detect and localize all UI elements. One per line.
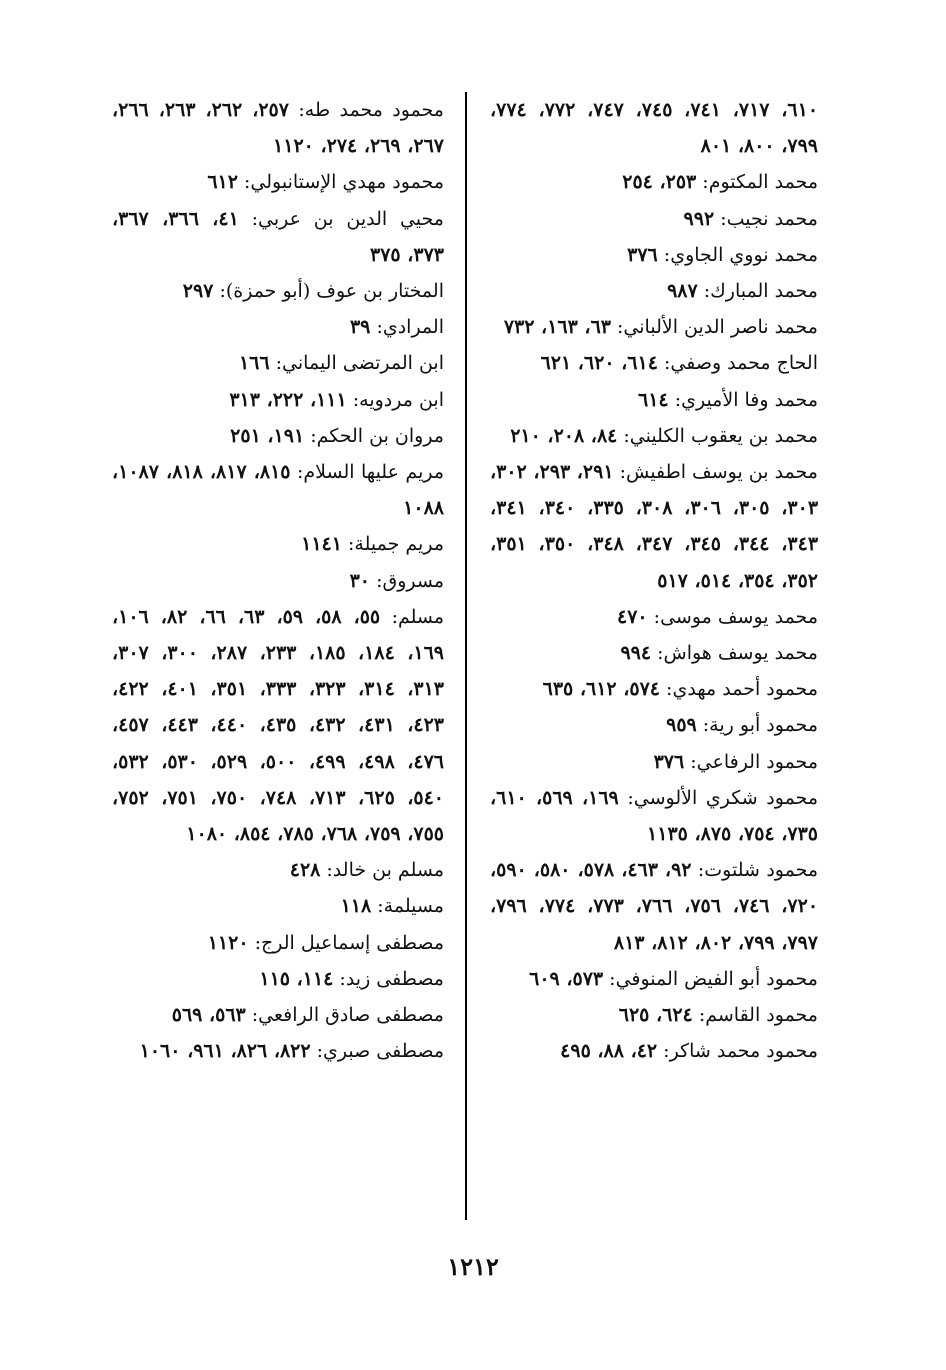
index-entry bbox=[112, 273, 444, 309]
index-entry bbox=[112, 888, 444, 924]
entry-name: محمد نجيب: bbox=[720, 207, 818, 230]
index-entry bbox=[490, 599, 818, 635]
entry-pages: ٣٧٦ bbox=[653, 750, 685, 773]
entry-name: محمود أحمد مهدي: bbox=[666, 678, 818, 701]
entry-pages: ٦١٤ bbox=[638, 388, 669, 411]
index-entry bbox=[112, 526, 444, 562]
index-entry bbox=[112, 599, 444, 852]
index-entry bbox=[112, 92, 444, 164]
index-entry bbox=[490, 164, 818, 200]
entry-name: محمود محمد طه: bbox=[298, 99, 444, 121]
index-entry bbox=[112, 382, 444, 418]
entry-pages: ٦١٠، ٧١٧، ٧٤١، ٧٤٥، ٧٤٧، ٧٧٢، ٧٧٤، ٧٩٩، ٨٠٠، ٨٠١ bbox=[490, 99, 819, 158]
entry-pages: ١١٤، ١١٥ bbox=[259, 967, 334, 990]
entry-name: مصطفى صادق الرافعي: bbox=[251, 1004, 444, 1027]
entry-pages: ٦٢٤، ٦٢٥ bbox=[618, 1004, 693, 1027]
page-number: ١٢١٢ bbox=[447, 1252, 499, 1281]
entry-pages: ٤٧٠ bbox=[617, 605, 648, 628]
entry-pages: ٥٧٤، ٦١٢، ٦٣٥ bbox=[542, 678, 660, 701]
index-entry bbox=[112, 164, 444, 200]
entry-name: محمود أبو الفيض المنوفي: bbox=[609, 967, 818, 990]
entry-name: محمود الرفاعي: bbox=[690, 750, 818, 773]
entry-name: محمود القاسم: bbox=[698, 1004, 818, 1027]
entry-name: مصطفى صبري: bbox=[316, 1040, 444, 1063]
entry-name: محمود أبو رية: bbox=[702, 714, 818, 737]
index-entry bbox=[490, 92, 818, 164]
entry-name: محمد يوسف موسى: bbox=[653, 605, 818, 628]
entry-pages: ٩٢، ٤٦٣، ٥٧٨، ٥٨٠، ٥٩٠، ٧٢٠، ٧٤٦، ٧٥٦، ٧٦٦، ٧٧٣، ٧٧٤، ٧٩٦، ٧٩٧، ٧٩٩، ٨٠٢، ٨١٢، ٨١٣ bbox=[490, 859, 819, 954]
index-entry bbox=[112, 418, 444, 454]
entry-name: محمد بن يعقوب الكليني: bbox=[623, 424, 818, 447]
entry-name: مروان بن الحكم: bbox=[310, 424, 444, 447]
entry-pages: ٩٩٤ bbox=[620, 642, 652, 665]
entry-name: مصطفى إسماعيل الرج: bbox=[254, 931, 444, 954]
index-entry bbox=[490, 309, 818, 345]
entry-name: المختار بن عوف (أبو حمزة): bbox=[219, 280, 444, 303]
index-entry bbox=[490, 418, 818, 454]
index-entry bbox=[490, 382, 818, 418]
index-entry bbox=[112, 563, 444, 599]
index-entry bbox=[490, 201, 818, 237]
entry-pages: ١٦٦ bbox=[238, 352, 270, 375]
entry-pages: ١٦٩، ٥٦٩، ٦١٠، ٧٣٥، ٧٥٤، ٨٧٥، ١١٣٥ bbox=[490, 786, 818, 846]
entry-pages: ٣٧٦ bbox=[627, 243, 658, 266]
entry-name: ابن المرتضى اليماني: bbox=[275, 352, 444, 375]
index-entry bbox=[490, 744, 818, 780]
index-entry bbox=[112, 961, 444, 997]
entry-pages: ٢٥٣، ٢٥٤ bbox=[622, 171, 697, 194]
index-entry bbox=[490, 780, 818, 852]
entry-name: مسيلمة: bbox=[377, 895, 444, 918]
entry-pages: ١١١، ٢٢٢، ٣١٣ bbox=[229, 388, 347, 411]
entry-pages: ١٩١، ٢٥١ bbox=[230, 424, 305, 447]
index-entry bbox=[112, 309, 444, 345]
entry-name: محمد المكتوم: bbox=[702, 171, 818, 194]
index-entry bbox=[490, 635, 818, 671]
index-entry bbox=[112, 345, 444, 381]
entry-name: مسلم: bbox=[391, 605, 445, 628]
entry-pages: ٦١٢ bbox=[207, 171, 238, 194]
index-entry bbox=[112, 454, 444, 526]
index-entry bbox=[490, 997, 818, 1033]
index-entry bbox=[112, 925, 444, 961]
entry-pages: ٥٧٣، ٦٠٩ bbox=[529, 967, 604, 990]
entry-name: الحاج محمد وصفي: bbox=[663, 352, 818, 375]
index-entry bbox=[490, 852, 818, 961]
index-entry bbox=[490, 237, 818, 273]
entry-name: محمد المبارك: bbox=[703, 280, 818, 303]
entry-pages: ٤١، ٣٦٦، ٣٦٧، ٣٧٣، ٣٧٥ bbox=[112, 207, 444, 266]
entry-pages: ٩٨٧ bbox=[667, 280, 698, 303]
entry-pages: ٣٩ bbox=[349, 316, 371, 339]
entry-name: محمد وفا الأميري: bbox=[674, 388, 818, 411]
entry-pages: ٩٩٢ bbox=[683, 207, 715, 230]
entry-name: مصطفى زيد: bbox=[339, 967, 444, 990]
index-entry bbox=[490, 454, 818, 599]
entry-name: ابن مردويه: bbox=[352, 388, 444, 411]
entry-name: محمود شلتوت: bbox=[697, 859, 819, 882]
entry-pages: ٢٩١، ٢٩٣، ٣٠٢، ٣٠٣، ٣٠٥، ٣٠٦، ٣٠٨، ٣٣٥، ٣٤٠، ٣٤١، ٣٤٣، ٣٤٤، ٣٤٥، ٣٤٧، ٣٤٨، ٣٥٠، ٣٥١، ٣٥٢، ٣٥٤، ٥١٤، ٥١٧ bbox=[490, 461, 819, 592]
entry-pages: ٨٢٢، ٨٢٦، ٩٦١، ١٠٦٠ bbox=[139, 1040, 311, 1063]
entry-pages: ٣٠ bbox=[349, 569, 371, 592]
entry-name: محيي الدين بن عربي: bbox=[251, 207, 444, 230]
entry-pages: ١١٨ bbox=[340, 895, 372, 918]
index-entry bbox=[490, 707, 818, 743]
index-entry bbox=[112, 997, 444, 1033]
entry-pages: ٨١٥، ٨١٧، ٨١٨، ١٠٨٧، ١٠٨٨ bbox=[112, 461, 444, 520]
entry-name: محمود مهدي الإستانبولي: bbox=[244, 171, 444, 194]
entry-name: محمد يوسف هواش: bbox=[657, 642, 818, 665]
index-entry bbox=[490, 1033, 818, 1069]
index-entry bbox=[112, 201, 444, 273]
entry-pages: ٥٦٣، ٥٦٩ bbox=[171, 1004, 246, 1027]
entry-name: مسروق: bbox=[376, 569, 444, 592]
entry-name: مريم جميلة: bbox=[348, 533, 444, 556]
entry-pages: ٤٢٨ bbox=[289, 859, 321, 882]
index-entry bbox=[490, 345, 818, 381]
entry-name: مسلم بن خالد: bbox=[326, 859, 444, 882]
entry-name: محمود محمد شاكر: bbox=[663, 1040, 818, 1063]
entry-pages: ٢٥٧، ٢٦٢، ٢٦٣، ٢٦٦، ٢٦٧، ٢٦٩، ٢٧٤، ١١٢٠ bbox=[112, 99, 444, 158]
entry-pages: ٦١٤، ٦٢٠، ٦٢١ bbox=[540, 352, 658, 375]
entry-name: مريم عليها السلام: bbox=[297, 461, 445, 484]
index-entry bbox=[490, 671, 818, 707]
index-entry bbox=[490, 273, 818, 309]
entry-name: محمد ناصر الدين الألباني: bbox=[617, 316, 818, 339]
entry-pages: ٤٢، ٨٨، ٤٩٥ bbox=[560, 1040, 658, 1063]
entry-name: محمود شكري الألوسي: bbox=[627, 786, 819, 809]
index-column-right bbox=[490, 92, 818, 1069]
entry-name: محمد نووي الجاوي: bbox=[663, 243, 818, 266]
index-column-left bbox=[112, 92, 444, 1069]
entry-name: محمد بن يوسف اطفيش: bbox=[619, 461, 818, 484]
entry-pages: ١١٤١ bbox=[301, 533, 342, 556]
entry-name: المرادي: bbox=[376, 316, 444, 339]
column-divider bbox=[465, 92, 467, 1220]
entry-pages: ٦٣، ١٦٣، ٧٣٢ bbox=[503, 316, 611, 339]
entry-pages: ٥٥، ٥٨، ٥٩، ٦٣، ٦٦، ٨٢، ١٠٦، ١٦٩، ١٨٤، ١٨٥، ٢٣٣، ٢٨٧، ٣٠٠، ٣٠٧، ٣١٣، ٣١٤، ٣٢٣، ٣٣٣، ٣٥١، ٤٠١، ٤٢٢، ٤٢٣، ٤٣١، ٤٣٢، ٤٣٥، ٤٤٠، ٤٤٣، ٤٥٧، ٤٧٦، ٤٩٨، ٤٩٩، ٥٠٠، ٥٢٩، ٥٣٠، ٥٣٢، ٥٤٠، ٦٢٥، ٧١٣، ٧٤٨، ٧٥٠، ٧٥١، ٧٥٢، ٧٥٥، ٧٥٩، ٧٦٨، ٧٨٥، ٨٥٤، ١٠٨٠ bbox=[112, 605, 444, 846]
entry-pages: ١١٢٠ bbox=[207, 931, 249, 954]
index-entry bbox=[112, 852, 444, 888]
index-entry bbox=[490, 961, 818, 997]
entry-pages: ٨٤، ٢٠٨، ٢١٠ bbox=[510, 424, 618, 447]
entry-pages: ٩٥٩ bbox=[666, 714, 697, 737]
entry-pages: ٢٩٧ bbox=[182, 280, 214, 303]
index-entry bbox=[112, 1033, 444, 1069]
